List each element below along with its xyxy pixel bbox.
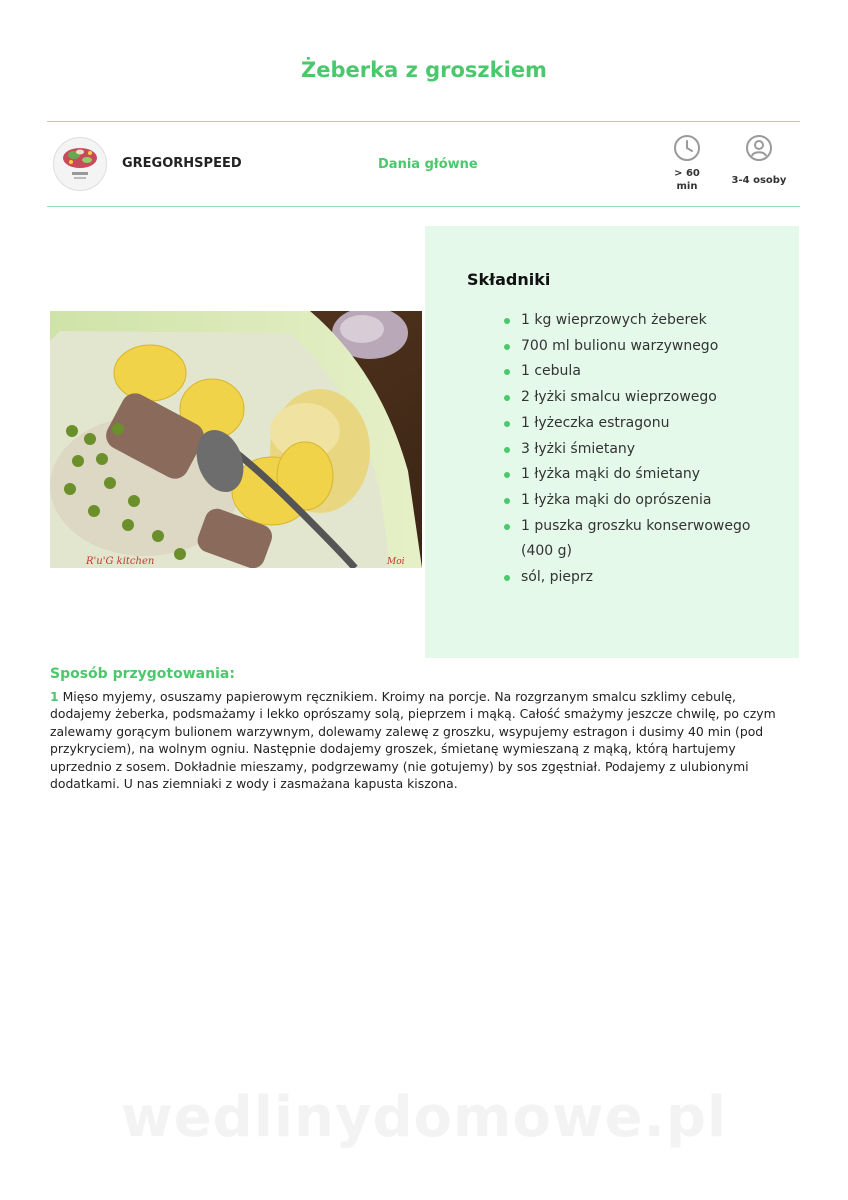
author-avatar[interactable] [53,137,107,191]
ingredient-item: 700 ml bulionu warzywnego [504,334,784,360]
prep-time-value: > 60 [674,168,700,179]
user-icon [745,134,773,162]
ingredient-item: 1 cebula [504,359,784,385]
ingredient-item: sól, pieprz [504,565,784,591]
recipe-title: Żeberka z groszkiem [301,58,547,82]
clock-icon [673,134,701,162]
ingredient-item: 1 łyżka mąki do oprószenia [504,488,784,514]
header-top-divider [47,121,800,122]
step-text: Mięso myjemy, osuszamy papierowym ręcznikiem. Kroimy na porcje. Na rozgrzanym smalcu szklimy cebulę, dodajemy żeberka, podsmażamy i lekko oprószamy solą, pieprzem i mąką. Całość smażymy jeszcze chwilę, po czym zalewamy gorącym bulionem warzywnym, dolewamy zalewę z groszku, wsypujemy estragon i dusimy 40 min (pod przykryciem), na wolnym ogniu. Następnie dodajemy groszek, śmietanę wymieszaną z mąką, którą hartujemy uprzednio z sosem. Dokładnie mieszamy, podgrzewamy (nie gotujemy) by sos zgęstniał. Podajemy z ulubionymi dodatkami. U nas ziemniaki z wody i zasmażana kapusta kiszona. [50,689,776,792]
ingredients-panel [425,226,799,658]
prep-time-unit: min [676,181,698,192]
ingredients-list [504,308,784,591]
preparation-step [50,688,790,792]
photo-caption-right: Moi [387,557,405,567]
author-name[interactable]: GREGORHSPEED [122,156,242,171]
site-watermark: wedlinydomowe.pl [120,1085,728,1150]
servings: 3-4 osoby [731,175,787,186]
photo-caption-left: R'u'G kitchen [86,556,155,567]
ingredient-item: 1 łyżeczka estragonu [504,411,784,437]
ingredient-item: 1 łyżka mąki do śmietany [504,462,784,488]
ingredient-item: 2 łyżki smalcu wieprzowego [504,385,784,411]
ingredient-item: 3 łyżki śmietany [504,437,784,463]
recipe-photo-image [50,311,422,568]
preparation-heading: Sposób przygotowania: [50,666,235,682]
prep-time [662,167,712,193]
step-number: 1 [50,689,59,704]
recipe-category[interactable]: Dania główne [378,157,478,172]
author-avatar-image [54,138,106,190]
header-bottom-divider [47,206,800,207]
recipe-photo [50,311,422,568]
ingredient-item: 1 puszka groszku konserwowego (400 g) [504,514,784,565]
ingredients-heading: Składniki [467,270,551,289]
ingredient-item: 1 kg wieprzowych żeberek [504,308,784,334]
